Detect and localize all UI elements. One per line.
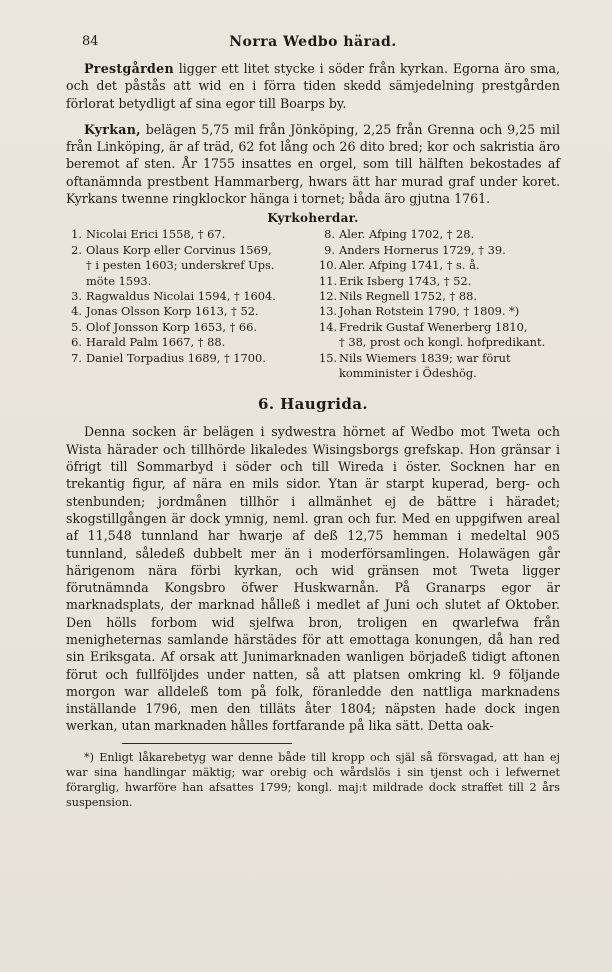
page-header xyxy=(66,34,560,60)
list-item: 14. Fredrik Gustaf Wenerberg 1810, xyxy=(319,319,528,334)
list-item-continuation: † 38, prost och kongl. hofpredikant. xyxy=(339,335,546,350)
body-kyrkan: belägen 5,75 mil från Jönköping, 2,25 från Grenna och 9,25 mil från Linköping, är af träd, 62 fot lång och 26 dito bred; kor och sakristia äro beremot af sten. År 1755 insattes en orgel, som till hälften bekostades af oftanämnda prestbent Hammarberg, hwars ätt har murad graf under koret. Kyrkans twenne ringklockor hänga i tornet; båda äro gjutna 1761. xyxy=(66,121,560,207)
lead-kyrkan: Kyrkan, xyxy=(84,121,141,137)
lead-prestgarden: Prestgården xyxy=(84,61,174,76)
list-item: 4. Jonas Olsson Korp 1613, † 52. xyxy=(71,304,259,319)
list-item: 3. Ragwaldus Nicolai 1594, † 1604. xyxy=(71,289,276,303)
clergy-list xyxy=(66,227,560,381)
list-item: 5. Olof Jonsson Korp 1653, † 66. xyxy=(71,319,258,334)
running-title: Norra Wedbo härad. xyxy=(229,34,397,50)
list-item: 8. Aler. Afping 1702, † 28. xyxy=(324,227,475,242)
paragraph-kyrkan xyxy=(66,121,560,207)
section-heading: 6. Haugrida. xyxy=(258,395,368,414)
list-item: 10. Aler. Afping 1741, † s. å. xyxy=(319,258,480,273)
footnote-rule xyxy=(122,743,292,744)
list-item: 13. Johan Rotstein 1790, † 1809. *) xyxy=(319,304,520,319)
list-item-continuation: komminister i Ödeshög. xyxy=(339,366,477,381)
list-item: 15. Nils Wiemers 1839; war förut xyxy=(319,350,511,365)
list-item: 12. Nils Regnell 1752, † 88. xyxy=(319,289,477,303)
list-item: 6. Harald Palm 1667, † 88. xyxy=(71,335,226,350)
clergy-column-right xyxy=(319,227,560,381)
list-item: 2. Olaus Korp eller Corvinus 1569, xyxy=(71,242,272,257)
list-item: 11. Erik Isberg 1743, † 52. xyxy=(319,273,472,288)
list-item: 1. Nicolai Erici 1558, † 67. xyxy=(71,227,226,242)
paragraph-prestgarden xyxy=(66,60,560,112)
body-prestgarden: ligger ett litet stycke i söder från kyrkan. Egorna äro sma, och det påstås att wid en i förra tiden skedd sämjedelning prestgården förlorat betydligt af sina egor till Boarps by. xyxy=(66,61,560,111)
section-body: Denna socken är belägen i sydwestra hörnet af Wedbo mot Tweta och Wista härader och tillhörde likaledes Wisingsborgs grefskap. Hon gränsar i öfrigt till Sommarbyd i söder och till Wireda i öster. Socknen har en trekantig figur, af nära en mils sidor. Ytan är starpt kuperad, berg- och stenbunden; jordmånen tillhör i allmänhet ej de bättre i häradet; skogstillgången är dock ymnig, neml. gran och fur. Med en uppgifwen areal af 11,548 tunnland har hwarje af deß 12,75 hemman i medeltal 905 tunnland, såledeß dubbelt mer än i moderförsamlingen. Holawägen går härigenom nära förbi kyrkan, och wid gränsen mot Tweta ligger förutnämnda Kongsbro öfwer Huskwarnån. På Granarps egor är marknadsplats, der marknad hålleß i medlet af Juni och slutet af Oktober. Den hölls forbom wid sjelfwa bron, troligen en qwarlefwa från menigheternas samlande härstädes för att emottaga konungen, då han red sin Eriksgata. Af orsak att Junimarknaden wanligen börjadeß tidigt aftonen förut och fullföljdes under natten, så att platsen omkring kl. 9 följande morgon war alldeleß tom på folk, föranledde den nattliga marknadens inställande 1796, men den tilläts åter 1804; näpsten hade dock ingen werkan, utan marknaden hålles fortfarande på lika sätt. Detta oak- xyxy=(66,424,560,734)
clergy-column-left xyxy=(66,227,307,381)
list-item-continuation: † i pesten 1603; underskref Ups. möte 1593. xyxy=(86,258,275,288)
clergy-list-title: Kyrkoherdar. xyxy=(267,211,359,226)
list-item: 9. Anders Hornerus 1729, † 39. xyxy=(324,242,506,257)
list-item: 7. Daniel Torpadius 1689, † 1700. xyxy=(71,350,266,365)
footnote: *) Enligt låkarebetyg war denne både till kropp och själ så försvagad, att han ej war sina handlingar mäktig; war orebig och wårdslös i sin tjenst och i lefwernet förarglig, hwarföre han afsattes 1799; kongl. maj:t mildrade dock straffet till 2 års suspension. xyxy=(66,750,560,809)
page-number: 84 xyxy=(82,34,99,49)
